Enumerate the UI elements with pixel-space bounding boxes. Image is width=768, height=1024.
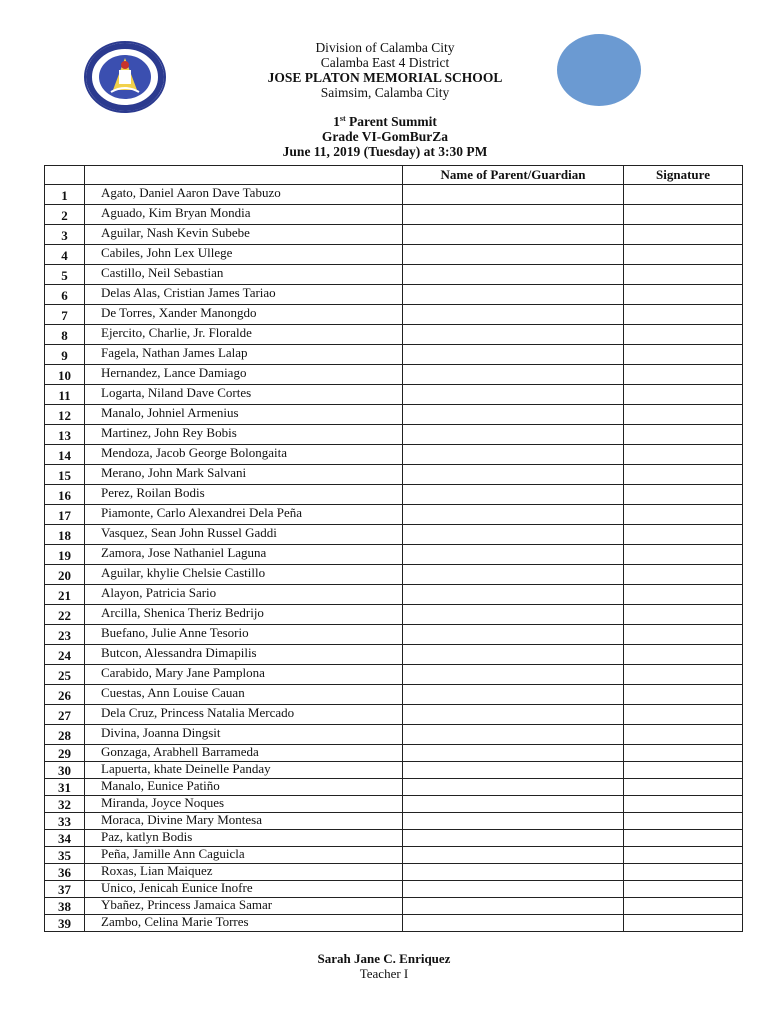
row-number: 35 [45,847,85,864]
parent-name-cell[interactable] [403,325,624,345]
signature-cell[interactable] [624,915,743,932]
row-number: 9 [45,345,85,365]
table-row [45,779,743,796]
student-name: Aguado, Kim Bryan Mondia [85,205,403,225]
table-row [45,830,743,847]
row-number: 15 [45,465,85,485]
table-row [45,585,743,605]
table-row [45,864,743,881]
table-row [45,645,743,665]
student-name: Butcon, Alessandra Dimapilis [85,645,403,665]
row-number: 6 [45,285,85,305]
row-number: 26 [45,685,85,705]
row-number: 25 [45,665,85,685]
student-name: Roxas, Lian Maiquez [85,864,403,881]
parent-name-cell[interactable] [403,365,624,385]
parent-name-cell[interactable] [403,185,624,205]
row-number: 27 [45,705,85,725]
table-row [45,225,743,245]
parent-name-cell[interactable] [403,881,624,898]
parent-name-cell[interactable] [403,745,624,762]
parent-name-cell[interactable] [403,796,624,813]
parent-name-cell[interactable] [403,385,624,405]
signature-cell[interactable] [624,762,743,779]
parent-name-cell[interactable] [403,665,624,685]
table-row [45,305,743,325]
signature-cell[interactable] [624,779,743,796]
row-number: 10 [45,365,85,385]
signature-cell[interactable] [624,485,743,505]
table-row [45,745,743,762]
parent-name-cell[interactable] [403,465,624,485]
signature-cell[interactable] [624,285,743,305]
parent-name-cell[interactable] [403,847,624,864]
signature-cell[interactable] [624,605,743,625]
table-row [45,665,743,685]
table-row [45,545,743,565]
parent-name-cell[interactable] [403,265,624,285]
event-ordinal-suffix: st [339,114,346,123]
parent-name-cell[interactable] [403,205,624,225]
signature-cell[interactable] [624,385,743,405]
student-name: Buefano, Julie Anne Tesorio [85,625,403,645]
table-row [45,345,743,365]
row-number: 17 [45,505,85,525]
table-row [45,725,743,745]
table-row [45,505,743,525]
parent-name-cell[interactable] [403,685,624,705]
signature-cell[interactable] [624,425,743,445]
table-row [45,847,743,864]
division-line: Division of Calamba City [315,40,455,55]
document-header [200,40,570,100]
attendance-table [44,165,743,932]
school-name: JOSE PLATON MEMORIAL SCHOOL [267,70,503,85]
student-name: Aguilar, Nash Kevin Subebe [85,225,403,245]
student-name: Moraca, Divine Mary Montesa [85,813,403,830]
signature-cell[interactable] [624,465,743,485]
signature-cell[interactable] [624,813,743,830]
signature-cell[interactable] [624,405,743,425]
row-number: 22 [45,605,85,625]
student-name: Cabiles, John Lex Ullege [85,245,403,265]
parent-name-cell[interactable] [403,565,624,585]
row-number: 36 [45,864,85,881]
district-line: Calamba East 4 District [320,55,450,70]
table-row [45,796,743,813]
signature-cell[interactable] [624,745,743,762]
signature-cell[interactable] [624,881,743,898]
row-number: 4 [45,245,85,265]
parent-name-cell[interactable] [403,605,624,625]
table-header-row [45,166,743,185]
table-row [45,445,743,465]
event-section: Grade VI-GomBurZa [321,129,449,144]
table-row [45,605,743,625]
row-number: 28 [45,725,85,745]
student-name: Zamora, Jose Nathaniel Laguna [85,545,403,565]
table-row [45,485,743,505]
student-name: Miranda, Joyce Noques [85,796,403,813]
table-row [45,915,743,932]
table-row [45,245,743,265]
signature-cell[interactable] [624,185,743,205]
row-number: 39 [45,915,85,932]
row-number: 2 [45,205,85,225]
parent-name-cell[interactable] [403,445,624,465]
table-row [45,385,743,405]
table-row [45,898,743,915]
school-address: Saimsim, Calamba City [320,85,450,100]
event-ordinal-number: 1 [333,114,340,129]
row-number: 13 [45,425,85,445]
row-number: 30 [45,762,85,779]
parent-name-cell[interactable] [403,705,624,725]
row-number: 18 [45,525,85,545]
student-name: Cuestas, Ann Louise Cauan [85,685,403,705]
student-name: Paz, katlyn Bodis [85,830,403,847]
signature-cell[interactable] [624,830,743,847]
event-date: June 11, 2019 (Tuesday) at 3:30 PM [282,144,488,159]
parent-name-cell[interactable] [403,285,624,305]
signature-cell[interactable] [624,345,743,365]
signature-cell[interactable] [624,325,743,345]
table-row [45,325,743,345]
row-number: 32 [45,796,85,813]
table-row [45,705,743,725]
student-name: Dela Cruz, Princess Natalia Mercado [85,705,403,725]
table-row [45,465,743,485]
row-number: 33 [45,813,85,830]
student-name: Gonzaga, Arabhell Barrameda [85,745,403,762]
row-number: 16 [45,485,85,505]
table-row [45,205,743,225]
table-row [45,265,743,285]
parent-name-cell[interactable] [403,405,624,425]
event-info [200,114,570,159]
signature-cell[interactable] [624,625,743,645]
table-row [45,185,743,205]
row-number: 14 [45,445,85,465]
signature-cell[interactable] [624,205,743,225]
student-name: Mendoza, Jacob George Bolongaita [85,445,403,465]
student-name: De Torres, Xander Manongdo [85,305,403,325]
signature-cell[interactable] [624,525,743,545]
student-name: Castillo, Neil Sebastian [85,265,403,285]
parent-name-cell[interactable] [403,645,624,665]
signature-cell[interactable] [624,365,743,385]
row-number: 31 [45,779,85,796]
teacher-signature-block [234,951,534,981]
parent-name-cell[interactable] [403,779,624,796]
parent-name-cell[interactable] [403,830,624,847]
student-name: Alayon, Patricia Sario [85,585,403,605]
table-row [45,685,743,705]
table-row [45,881,743,898]
parent-name-cell[interactable] [403,345,624,365]
parent-name-cell[interactable] [403,585,624,605]
table-row [45,565,743,585]
student-name: Logarta, Niland Dave Cortes [85,385,403,405]
signature-cell[interactable] [624,505,743,525]
parent-name-cell[interactable] [403,898,624,915]
parent-name-cell[interactable] [403,245,624,265]
table-row [45,525,743,545]
header-signature: Signature [624,166,743,185]
signature-cell[interactable] [624,305,743,325]
student-name: Delas Alas, Cristian James Tariao [85,285,403,305]
parent-name-cell[interactable] [403,425,624,445]
parent-name-cell[interactable] [403,625,624,645]
student-name: Merano, John Mark Salvani [85,465,403,485]
header-student-cell [85,166,403,185]
parent-name-cell[interactable] [403,915,624,932]
signature-cell[interactable] [624,685,743,705]
parent-name-cell[interactable] [403,525,624,545]
student-name: Ejercito, Charlie, Jr. Floralde [85,325,403,345]
event-title [200,114,570,129]
parent-name-cell[interactable] [403,813,624,830]
parent-name-cell[interactable] [403,505,624,525]
parent-name-cell[interactable] [403,485,624,505]
header-parent: Name of Parent/Guardian [403,166,624,185]
parent-name-cell[interactable] [403,225,624,245]
signature-cell[interactable] [624,585,743,605]
student-name: Unico, Jenicah Eunice Inofre [85,881,403,898]
student-name: Hernandez, Lance Damiago [85,365,403,385]
student-name: Divina, Joanna Dingsit [85,725,403,745]
signature-cell[interactable] [624,665,743,685]
signature-cell[interactable] [624,864,743,881]
table-row [45,813,743,830]
row-number: 23 [45,625,85,645]
header-number-cell [45,166,85,185]
student-name: Peña, Jamille Ann Caguicla [85,847,403,864]
table-row [45,762,743,779]
row-number: 8 [45,325,85,345]
student-name: Perez, Roilan Bodis [85,485,403,505]
signature-cell[interactable] [624,565,743,585]
row-number: 5 [45,265,85,285]
student-name: Piamonte, Carlo Alexandrei Dela Peña [85,505,403,525]
row-number: 19 [45,545,85,565]
signature-cell[interactable] [624,705,743,725]
row-number: 1 [45,185,85,205]
teacher-name: Sarah Jane C. Enriquez [317,951,451,966]
row-number: 29 [45,745,85,762]
table-row [45,425,743,445]
table-row [45,365,743,385]
signature-cell[interactable] [624,725,743,745]
signature-cell[interactable] [624,225,743,245]
parent-name-cell[interactable] [403,762,624,779]
signature-cell[interactable] [624,265,743,285]
student-name: Ybañez, Princess Jamaica Samar [85,898,403,915]
signature-cell[interactable] [624,645,743,665]
deped-seal-logo [83,40,167,114]
row-number: 3 [45,225,85,245]
parent-name-cell[interactable] [403,864,624,881]
student-name: Manalo, Johniel Armenius [85,405,403,425]
signature-cell[interactable] [624,445,743,465]
student-name: Carabido, Mary Jane Pamplona [85,665,403,685]
signature-cell[interactable] [624,245,743,265]
event-title-text: Parent Summit [345,114,437,129]
signature-cell[interactable] [624,545,743,565]
row-number: 12 [45,405,85,425]
student-name: Martinez, John Rey Bobis [85,425,403,445]
student-name: Arcilla, Shenica Theriz Bedrijo [85,605,403,625]
student-name: Fagela, Nathan James Lalap [85,345,403,365]
table-row [45,625,743,645]
student-name: Vasquez, Sean John Russel Gaddi [85,525,403,545]
row-number: 20 [45,565,85,585]
parent-name-cell[interactable] [403,725,624,745]
row-number: 24 [45,645,85,665]
parent-name-cell[interactable] [403,545,624,565]
student-name: Zambo, Celina Marie Torres [85,915,403,932]
row-number: 21 [45,585,85,605]
teacher-title: Teacher I [359,966,409,981]
student-name: Lapuerta, khate Deinelle Panday [85,762,403,779]
parent-name-cell[interactable] [403,305,624,325]
student-name: Agato, Daniel Aaron Dave Tabuzo [85,185,403,205]
roster-body [45,185,743,932]
table-row [45,285,743,305]
signature-cell[interactable] [624,847,743,864]
student-name: Manalo, Eunice Patiño [85,779,403,796]
row-number: 34 [45,830,85,847]
row-number: 11 [45,385,85,405]
row-number: 38 [45,898,85,915]
signature-cell[interactable] [624,898,743,915]
row-number: 7 [45,305,85,325]
row-number: 37 [45,881,85,898]
table-row [45,405,743,425]
signature-cell[interactable] [624,796,743,813]
student-name: Aguilar, khylie Chelsie Castillo [85,565,403,585]
